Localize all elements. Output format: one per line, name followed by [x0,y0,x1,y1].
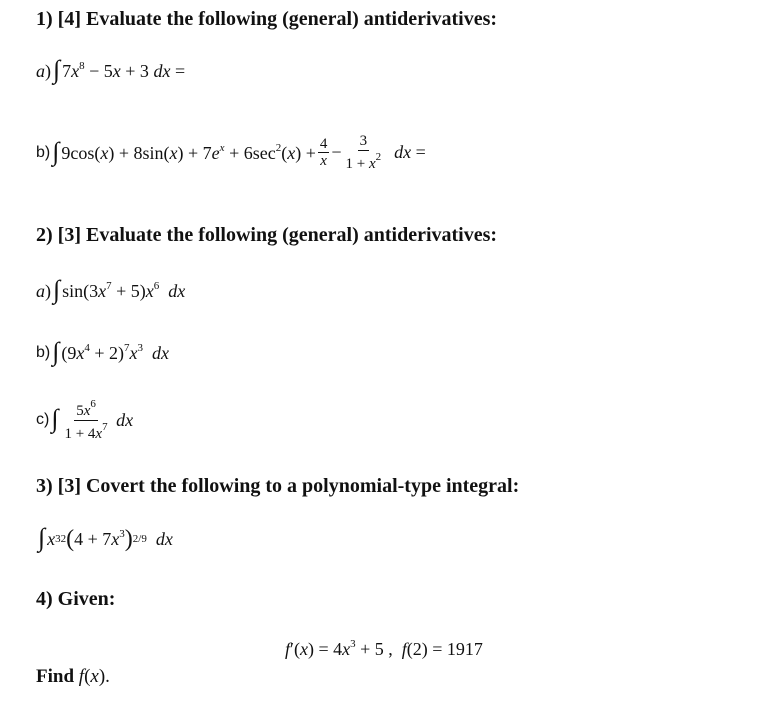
integral-sign: ∫ [52,136,60,166]
integral-sign: ∫ [51,404,59,433]
q2-heading: 2) [3] Evaluate the following (general) antiderivatives: [36,224,498,246]
q3-problem: ∫ x 32 ( $4 + 7x^3$ ) 2/9 dx [38,523,173,552]
integral-sign: ∫ [52,337,60,366]
q2c-problem: c) ∫ $\frac{5x^6}{1 + 4x^7}$ dx [36,398,134,442]
integral-sign: ∫ [53,55,61,84]
integral-sign: ∫ [53,275,61,304]
q1b-problem: b) ∫ $9\cos(x) + 8\sin(x) + 7e^x + 6\sec^2(x)$ + $\frac{4}{x}$ − $\frac{3}{1 + x^2}$ dx = [36,133,426,172]
fraction-5x6-over-1-plus-4x7: $\frac{5x^6}{1 + 4x^7}$ [64,398,108,442]
q1a-problem: a ) ∫ $7x^8 - 5x + 3$ dx = [36,55,186,84]
q2a-problem: a ) ∫ $\sin(3x^7 + 5)x^6$ dx [36,275,186,304]
q1-heading: 1) [4] Evaluate the following (general) antiderivatives: [36,8,498,30]
q4-find-prompt: Find f (x). [36,666,110,687]
integral-sign: ∫ [38,523,46,552]
q2b-problem: b) ∫ $(9x^4 + 2)^7x^3$ dx [36,337,170,366]
fraction-4-over-x: $\frac{4}{x}$ [319,135,328,169]
q4-heading: 4) Given: [36,588,116,610]
fraction-3-over-1-plus-x2: $\frac{3}{1 + x^2}$ [345,133,382,172]
q3-heading: 3) [3] Covert the following to a polynomial-type integral: [36,475,520,497]
q4-given-equations: f $'(x) = 4x^3 + 5$ , f(2) = 1917 [285,638,483,659]
